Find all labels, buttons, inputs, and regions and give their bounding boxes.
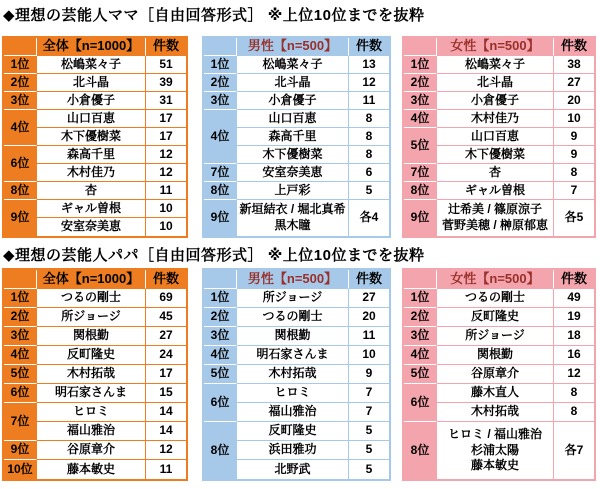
count-cell: 49 bbox=[554, 289, 594, 308]
name-cell: 安室奈美恵 bbox=[237, 164, 349, 182]
name-cell: 北斗晶 bbox=[237, 74, 349, 92]
rank-table-overall bbox=[2, 36, 188, 238]
header-corner-cell bbox=[4, 270, 37, 289]
count-cell: 8 bbox=[349, 128, 389, 146]
rank-cell: 2位 bbox=[404, 308, 437, 327]
rank-table-grid bbox=[404, 38, 594, 236]
rank-cell: 3位 bbox=[404, 327, 437, 346]
count-cell: 24 bbox=[146, 346, 186, 365]
rank-cell: 9位 bbox=[4, 200, 37, 236]
header-count-cell: 件数 bbox=[349, 38, 389, 56]
count-cell: 6 bbox=[349, 164, 389, 182]
name-cell: 辻希美 / 篠原涼子 菅野美穂 / 榊原郁恵 bbox=[437, 200, 554, 236]
rank-cell: 9位 bbox=[204, 200, 237, 236]
rank-cell: 1位 bbox=[404, 56, 437, 74]
rank-cell: 2位 bbox=[4, 74, 37, 92]
rank-cell: 1位 bbox=[204, 289, 237, 308]
header-corner-cell bbox=[204, 38, 237, 56]
name-cell: 木下優樹菜 bbox=[237, 146, 349, 164]
name-cell: 松嶋菜々子 bbox=[437, 56, 554, 74]
name-cell: 所ジョージ bbox=[437, 327, 554, 346]
rank-cell: 8位 bbox=[204, 422, 237, 479]
count-cell: 10 bbox=[146, 200, 186, 218]
rank-table-grid bbox=[4, 270, 186, 479]
rank-cell: 8位 bbox=[404, 182, 437, 200]
count-cell: 15 bbox=[146, 384, 186, 403]
name-cell: 藤本敏史 bbox=[37, 460, 146, 479]
count-cell: 17 bbox=[146, 110, 186, 128]
header-count-cell: 件数 bbox=[554, 38, 594, 56]
name-cell: ギャル曽根 bbox=[37, 200, 146, 218]
count-cell: 8 bbox=[554, 384, 594, 403]
name-cell: 福山雅治 bbox=[37, 422, 146, 441]
name-cell: 北斗晶 bbox=[37, 74, 146, 92]
rank-cell: 6位 bbox=[404, 384, 437, 422]
count-cell: 14 bbox=[146, 403, 186, 422]
name-cell: つるの剛士 bbox=[37, 289, 146, 308]
header-group-cell: 男性【n=500】 bbox=[237, 270, 349, 289]
name-cell: 山口百恵 bbox=[437, 128, 554, 146]
count-cell: 各7 bbox=[554, 422, 594, 479]
count-cell: 13 bbox=[349, 56, 389, 74]
rank-cell: 7位 bbox=[4, 403, 37, 441]
name-cell: 安室奈美恵 bbox=[37, 218, 146, 236]
name-cell: 新垣結衣 / 堀北真希 黒木瞳 bbox=[237, 200, 349, 236]
count-cell: 18 bbox=[554, 327, 594, 346]
name-cell: ギャル曽根 bbox=[437, 182, 554, 200]
name-cell: 木村拓哉 bbox=[37, 365, 146, 384]
name-cell: 所ジョージ bbox=[37, 308, 146, 327]
header-corner-cell bbox=[404, 270, 437, 289]
name-cell: 明石家さんま bbox=[237, 346, 349, 365]
name-cell: 浜田雅功 bbox=[237, 441, 349, 460]
header-group-cell: 女性【n=500】 bbox=[437, 38, 554, 56]
rank-cell: 7位 bbox=[404, 164, 437, 182]
rank-cell: 6位 bbox=[204, 384, 237, 422]
survey-results bbox=[0, 7, 600, 489]
count-cell: 5 bbox=[349, 460, 389, 479]
name-cell: 福山雅治 bbox=[237, 403, 349, 422]
rank-cell: 9位 bbox=[404, 200, 437, 236]
header-count-cell: 件数 bbox=[146, 38, 186, 56]
section-ideal-papa bbox=[0, 247, 600, 481]
rank-table-female bbox=[402, 36, 596, 238]
name-cell: 関根勤 bbox=[37, 327, 146, 346]
rank-cell: 1位 bbox=[4, 56, 37, 74]
count-cell: 14 bbox=[146, 422, 186, 441]
count-cell: 20 bbox=[554, 92, 594, 110]
count-cell: 19 bbox=[554, 308, 594, 327]
name-cell: 北斗晶 bbox=[437, 74, 554, 92]
name-cell: 小倉優子 bbox=[437, 92, 554, 110]
name-cell: 山口百恵 bbox=[37, 110, 146, 128]
name-cell: 上戸彩 bbox=[237, 182, 349, 200]
name-cell: 木村佳乃 bbox=[37, 164, 146, 182]
name-cell: 森高千里 bbox=[237, 128, 349, 146]
name-cell: 明石家さんま bbox=[37, 384, 146, 403]
count-cell: 11 bbox=[349, 92, 389, 110]
count-cell: 7 bbox=[349, 384, 389, 403]
count-cell: 8 bbox=[554, 403, 594, 422]
rank-cell: 2位 bbox=[204, 74, 237, 92]
rank-cell: 9位 bbox=[4, 441, 37, 460]
count-cell: 7 bbox=[554, 182, 594, 200]
name-cell: 反町隆史 bbox=[437, 308, 554, 327]
rank-cell: 3位 bbox=[4, 327, 37, 346]
count-cell: 38 bbox=[554, 56, 594, 74]
rank-cell: 6位 bbox=[4, 384, 37, 403]
count-cell: 11 bbox=[349, 327, 389, 346]
header-group-cell: 女性【n=500】 bbox=[437, 270, 554, 289]
name-cell: つるの剛士 bbox=[437, 289, 554, 308]
name-cell: 杏 bbox=[437, 164, 554, 182]
count-cell: 45 bbox=[146, 308, 186, 327]
rank-cell: 6位 bbox=[4, 146, 37, 182]
count-cell: 11 bbox=[146, 460, 186, 479]
rank-cell: 4位 bbox=[4, 110, 37, 146]
rank-table-male bbox=[202, 268, 391, 481]
count-cell: 27 bbox=[146, 327, 186, 346]
header-group-cell: 全体【n=1000】 bbox=[37, 38, 146, 56]
header-group-cell: 全体【n=1000】 bbox=[37, 270, 146, 289]
count-cell: 5 bbox=[349, 441, 389, 460]
rank-table-male bbox=[202, 36, 391, 238]
rank-cell: 5位 bbox=[404, 128, 437, 164]
count-cell: 8 bbox=[349, 110, 389, 128]
rank-table-female bbox=[402, 268, 596, 481]
tables-row bbox=[0, 268, 600, 481]
header-count-cell: 件数 bbox=[554, 270, 594, 289]
tables-row bbox=[0, 36, 600, 238]
count-cell: 69 bbox=[146, 289, 186, 308]
rank-cell: 8位 bbox=[204, 182, 237, 200]
count-cell: 12 bbox=[146, 164, 186, 182]
rank-cell: 3位 bbox=[204, 327, 237, 346]
count-cell: 12 bbox=[349, 74, 389, 92]
name-cell: 北野武 bbox=[237, 460, 349, 479]
count-cell: 27 bbox=[349, 289, 389, 308]
rank-cell: 4位 bbox=[204, 346, 237, 365]
count-cell: 9 bbox=[554, 146, 594, 164]
rank-cell: 8位 bbox=[404, 422, 437, 479]
count-cell: 5 bbox=[349, 422, 389, 441]
rank-cell: 10位 bbox=[4, 460, 37, 479]
name-cell: ヒロミ bbox=[37, 403, 146, 422]
section-title: ◆理想の芸能人ママ［自由回答形式］ ※上位10位までを抜粋 bbox=[3, 7, 425, 24]
count-cell: 5 bbox=[349, 182, 389, 200]
rank-cell: 2位 bbox=[4, 308, 37, 327]
rank-table-overall bbox=[2, 268, 188, 481]
name-cell: 杏 bbox=[37, 182, 146, 200]
rank-cell: 1位 bbox=[204, 56, 237, 74]
count-cell: 27 bbox=[554, 74, 594, 92]
name-cell: 小倉優子 bbox=[37, 92, 146, 110]
count-cell: 10 bbox=[146, 218, 186, 236]
name-cell: 谷原章介 bbox=[437, 365, 554, 384]
rank-cell: 4位 bbox=[404, 110, 437, 128]
rank-cell: 2位 bbox=[204, 308, 237, 327]
count-cell: 9 bbox=[349, 365, 389, 384]
rank-table-grid bbox=[204, 38, 389, 236]
count-cell: 31 bbox=[146, 92, 186, 110]
name-cell: ヒロミ / 福山雅治 杉浦太陽 藤本敏史 bbox=[437, 422, 554, 479]
rank-cell: 5位 bbox=[404, 365, 437, 384]
name-cell: 反町隆史 bbox=[237, 422, 349, 441]
rank-cell: 5位 bbox=[204, 365, 237, 384]
rank-cell: 4位 bbox=[204, 110, 237, 164]
name-cell: つるの剛士 bbox=[237, 308, 349, 327]
name-cell: 松嶋菜々子 bbox=[237, 56, 349, 74]
count-cell: 8 bbox=[554, 164, 594, 182]
header-corner-cell bbox=[204, 270, 237, 289]
name-cell: 木村佳乃 bbox=[437, 110, 554, 128]
count-cell: 10 bbox=[554, 110, 594, 128]
rank-cell: 4位 bbox=[404, 346, 437, 365]
rank-cell: 3位 bbox=[404, 92, 437, 110]
name-cell: 山口百恵 bbox=[237, 110, 349, 128]
section-ideal-mama bbox=[0, 7, 600, 238]
header-count-cell: 件数 bbox=[349, 270, 389, 289]
header-count-cell: 件数 bbox=[146, 270, 186, 289]
rank-cell: 1位 bbox=[404, 289, 437, 308]
name-cell: 木下優樹菜 bbox=[37, 128, 146, 146]
count-cell: 12 bbox=[146, 146, 186, 164]
count-cell: 16 bbox=[554, 346, 594, 365]
rank-table-grid bbox=[404, 270, 594, 479]
name-cell: 木下優樹菜 bbox=[437, 146, 554, 164]
count-cell: 7 bbox=[349, 403, 389, 422]
count-cell: 39 bbox=[146, 74, 186, 92]
count-cell: 8 bbox=[349, 146, 389, 164]
count-cell: 20 bbox=[349, 308, 389, 327]
name-cell: 関根勤 bbox=[237, 327, 349, 346]
count-cell: 12 bbox=[146, 441, 186, 460]
count-cell: 各5 bbox=[554, 200, 594, 236]
rank-cell: 7位 bbox=[204, 164, 237, 182]
count-cell: 12 bbox=[554, 365, 594, 384]
rank-table-grid bbox=[204, 270, 389, 479]
name-cell: 森高千里 bbox=[37, 146, 146, 164]
name-cell: 木村拓哉 bbox=[437, 403, 554, 422]
header-corner-cell bbox=[404, 38, 437, 56]
header-corner-cell bbox=[4, 38, 37, 56]
name-cell: 谷原章介 bbox=[37, 441, 146, 460]
section-title: ◆理想の芸能人パパ［自由回答形式］ ※上位10位までを抜粋 bbox=[3, 247, 425, 264]
header-group-cell: 男性【n=500】 bbox=[237, 38, 349, 56]
name-cell: ヒロミ bbox=[237, 384, 349, 403]
count-cell: 11 bbox=[146, 182, 186, 200]
count-cell: 10 bbox=[349, 346, 389, 365]
name-cell: 関根勤 bbox=[437, 346, 554, 365]
name-cell: 松嶋菜々子 bbox=[37, 56, 146, 74]
rank-cell: 4位 bbox=[4, 346, 37, 365]
count-cell: 9 bbox=[554, 128, 594, 146]
count-cell: 17 bbox=[146, 365, 186, 384]
rank-cell: 8位 bbox=[4, 182, 37, 200]
rank-cell: 3位 bbox=[4, 92, 37, 110]
rank-cell: 1位 bbox=[4, 289, 37, 308]
name-cell: 小倉優子 bbox=[237, 92, 349, 110]
count-cell: 51 bbox=[146, 56, 186, 74]
name-cell: 所ジョージ bbox=[237, 289, 349, 308]
name-cell: 反町隆史 bbox=[37, 346, 146, 365]
count-cell: 各4 bbox=[349, 200, 389, 236]
count-cell: 17 bbox=[146, 128, 186, 146]
rank-cell: 2位 bbox=[404, 74, 437, 92]
name-cell: 藤木直人 bbox=[437, 384, 554, 403]
name-cell: 木村拓哉 bbox=[237, 365, 349, 384]
rank-table-grid bbox=[4, 38, 186, 236]
rank-cell: 3位 bbox=[204, 92, 237, 110]
rank-cell: 5位 bbox=[4, 365, 37, 384]
